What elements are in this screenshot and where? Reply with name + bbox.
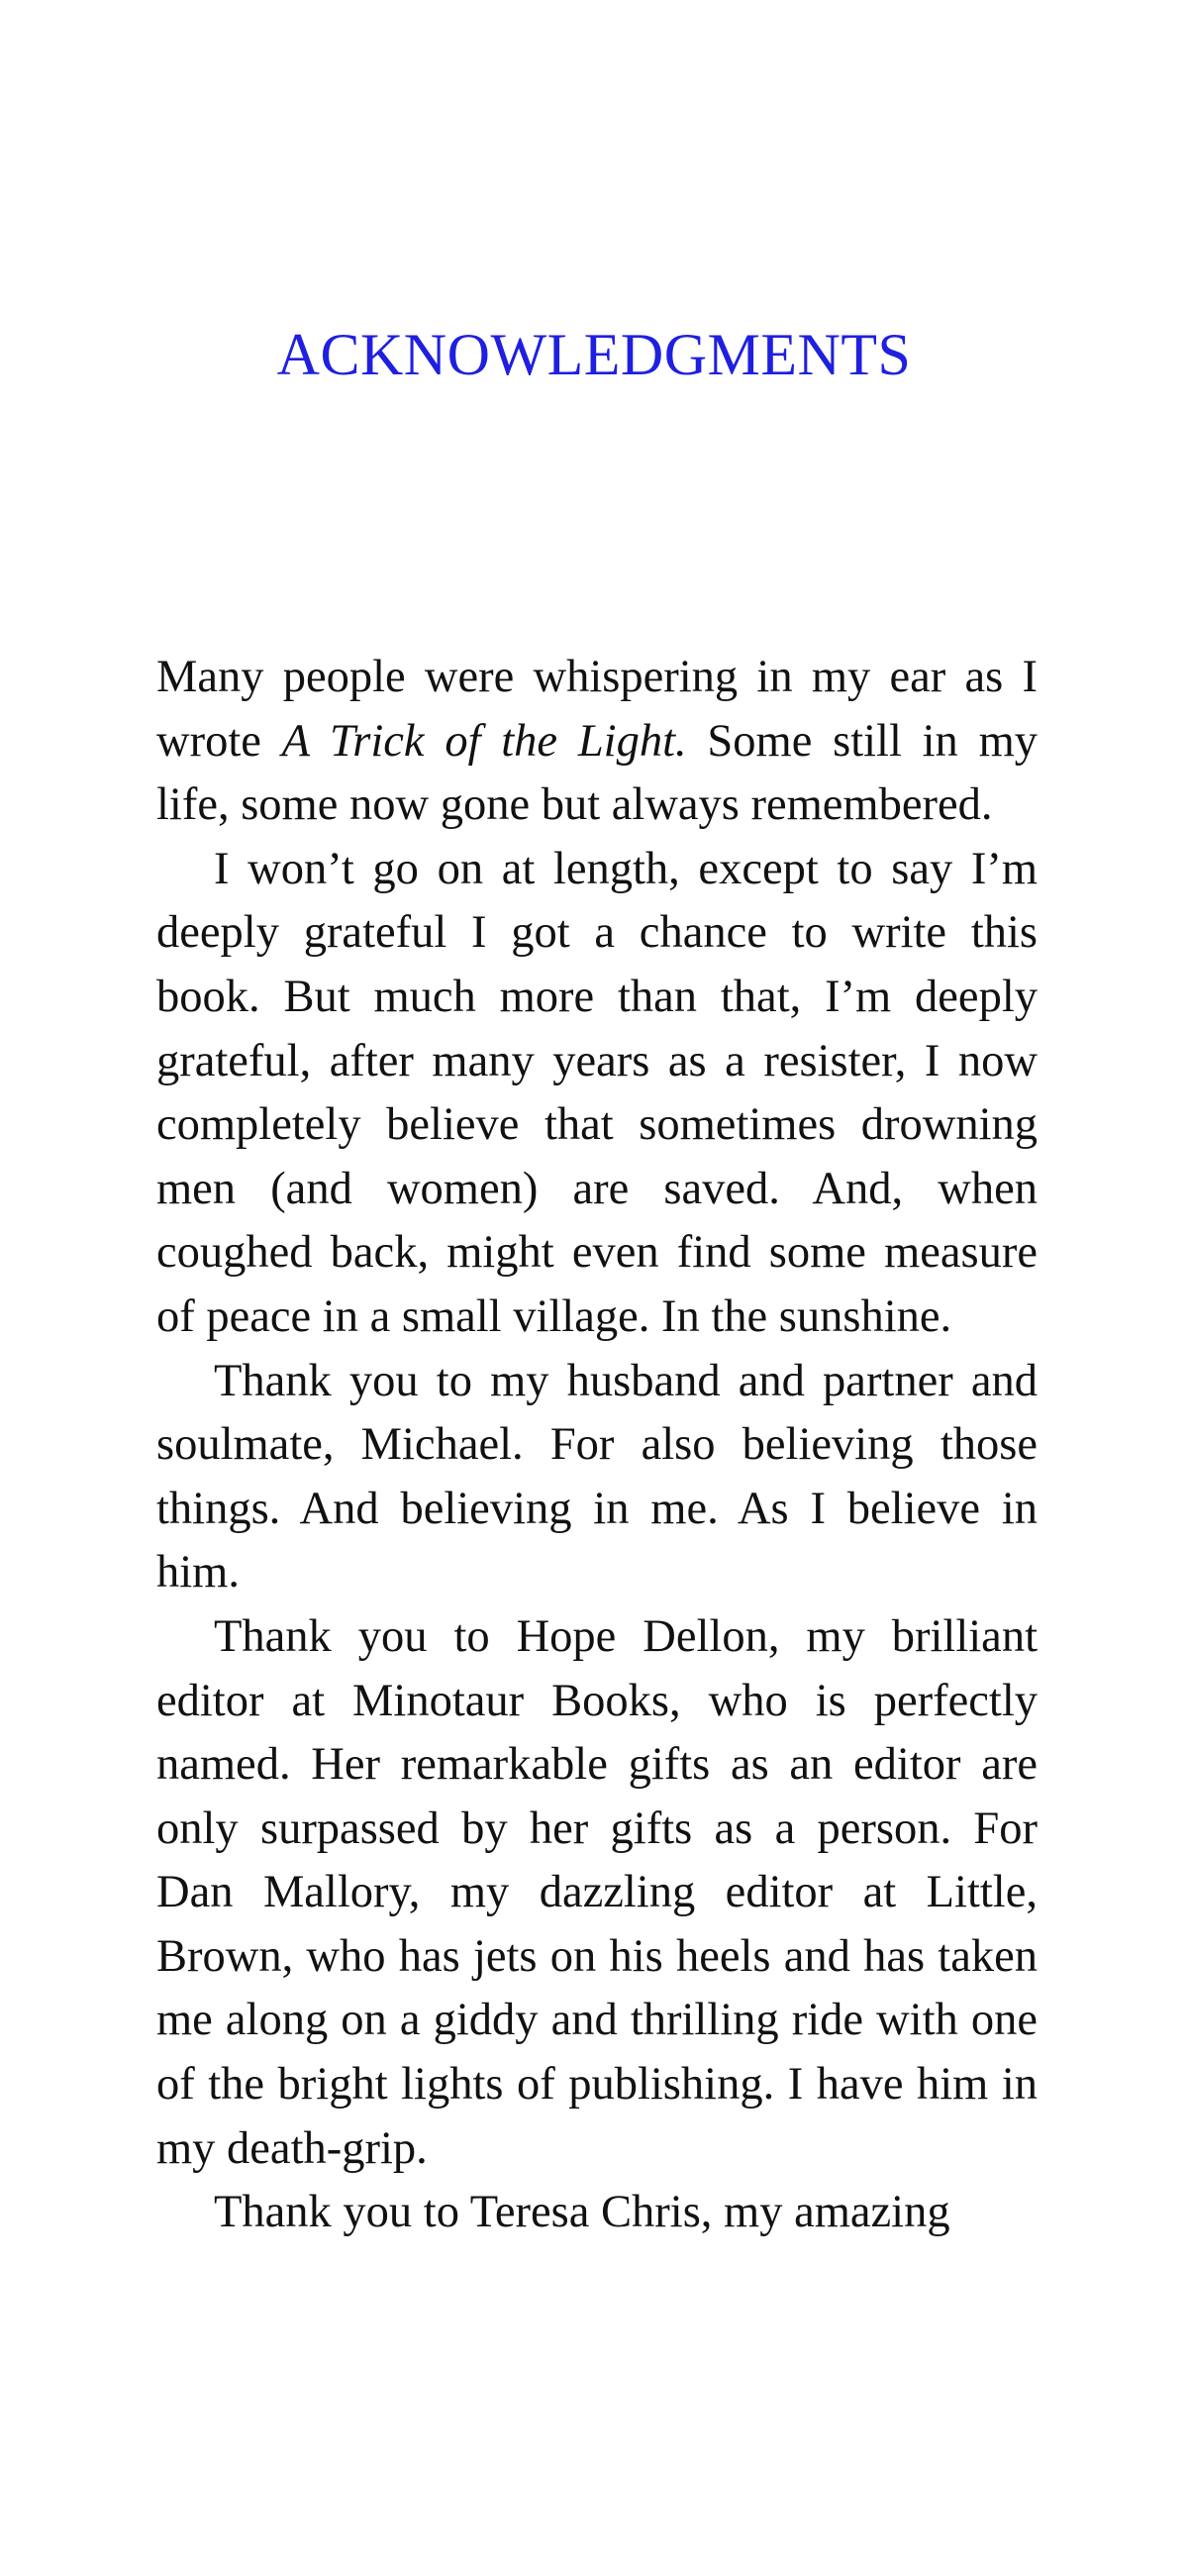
paragraph-1: [156, 646, 1038, 838]
paragraph-5: Thank you to Teresa Chris, my amazing: [214, 2187, 950, 2238]
chapter-heading: ACKNOWLEDGMENTS: [276, 322, 912, 387]
acknowledgments-body: [156, 646, 1038, 2245]
paragraph-2: I won’t go on at length, except to say I’m deeply grateful I got a chance to write this book. But much more than that, I’m deeply grateful, after many years as a resister, I now completely believe that sometimes drowning men (and women) are saved. And, when coughed back, might even find some measure of peace in a small village. In the sunshine.: [156, 843, 1038, 1342]
paragraph-1-before: Many people were whispering in my ear as I wrote: [156, 652, 1038, 767]
paragraph-1-after: Some still in my life, some now gone but always remembered.: [156, 715, 1038, 831]
paragraph-3: Thank you to my husband and partner and soulmate, Michael. For also believing those things. And believing in me. As I believe in him.: [156, 1355, 1038, 1598]
paragraph-4: Thank you to Hope Dellon, my brilliant editor at Minotaur Books, who is perfectly named. Her remarkable gifts as an editor are only surpassed by her gifts as a person. For Dan Mallory, my dazzling editor at Little, Brown, who has jets on his heels and has taken me along on a giddy and thrilling ride with one of the bright lights of publishing. I have him in my death-grip.: [156, 1610, 1038, 2174]
book-title: A Trick of the Light.: [281, 715, 687, 767]
